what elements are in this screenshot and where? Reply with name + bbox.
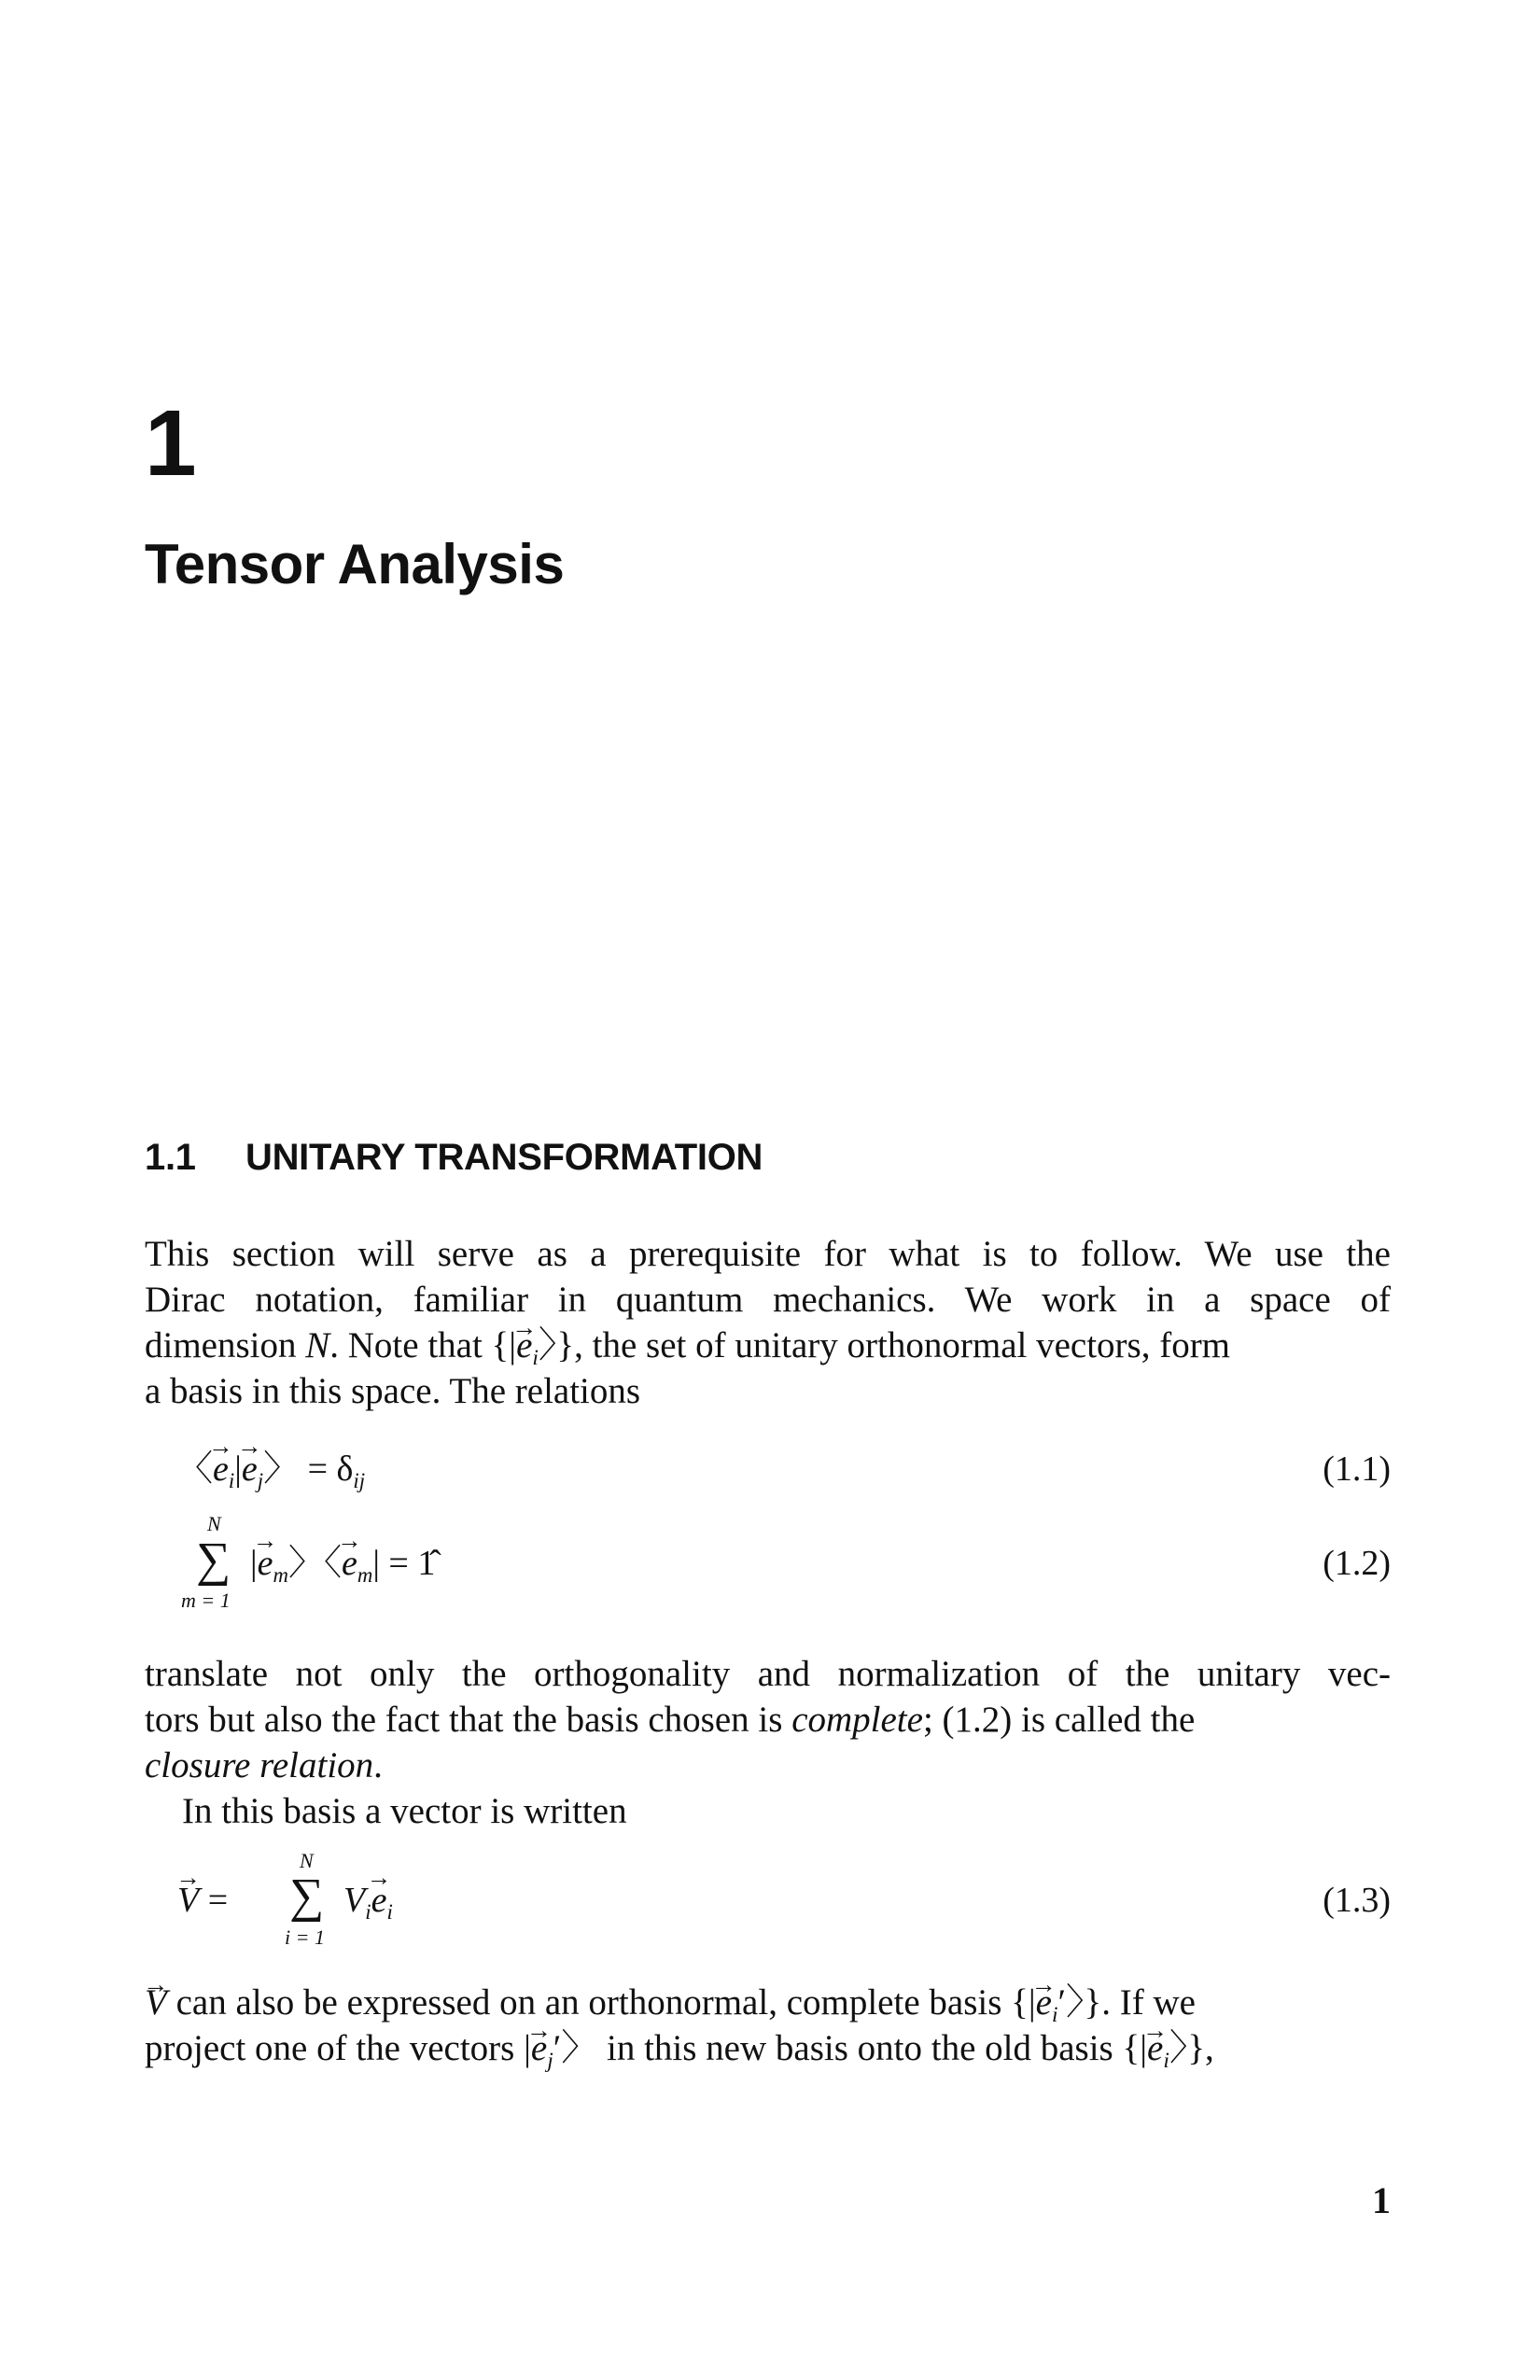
equation-1-3-lhs: → V = — [177, 1883, 228, 1918]
sum-lower-limit-2: i = 1 — [285, 1925, 325, 1949]
intro-line-4: a basis in this space. The relations — [145, 1371, 641, 1411]
chapter-title: Tensor Analysis — [145, 533, 565, 595]
intro-line-1: This section will serve as a prerequisite for what is to follow. We use the — [145, 1234, 1391, 1274]
para2-line-3: closure relation. — [145, 1745, 383, 1785]
equation-1-2: |→ $e_m$〉〈→ $e_m|$ = 1̂ — [250, 1546, 435, 1581]
para4-line-2: project one of the vectors |→ $e_j'$〉 in this new basis onto the old basis {|→ $e_i$〉}, — [145, 2026, 1391, 2071]
para4-line-1: → V can also be expressed on an orthonormal, complete basis {|→ $e_i'$〉}. If we — [145, 1981, 1391, 2025]
summation-sign: ∑ — [196, 1533, 231, 1587]
equation-label-1-2: (1.2) — [1323, 1544, 1391, 1583]
para2-line-2: tors but also the fact that the basis chosen is complete; (1.2) is called the — [145, 1700, 1196, 1740]
para3-line: In this basis a vector is written — [182, 1791, 627, 1831]
intro-line-3: dimension N. Note that {|→ $e_i$〉}, the set of unitary orthonormal vectors, form — [145, 1323, 1391, 1368]
section-number: 1.1 — [145, 1137, 196, 1178]
sum-lower-limit: m = 1 — [181, 1589, 231, 1612]
sum-upper-limit-2: N — [300, 1849, 314, 1872]
page-number: 1 — [1372, 2179, 1391, 2221]
sum-upper-limit: N — [207, 1512, 221, 1535]
dimension-symbol: N — [305, 1325, 330, 1365]
intro-line-2: Dirac notation, familiar in quantum mechanics. We work in a space of — [145, 1280, 1391, 1320]
equation-label-1-3: (1.3) — [1323, 1881, 1391, 1920]
equation-1-3-rhs: $V_i\to e_i$ — [343, 1883, 393, 1918]
section-title: UNITARY TRANSFORMATION — [245, 1137, 763, 1178]
para2-line-1: translate not only the orthogonality and normalization of the unitary vec- — [145, 1654, 1391, 1694]
equation-1-1: 〈→ $e_i|\to e_j$〉 = $\delta_{ij}$ — [177, 1451, 365, 1487]
equation-label-1-1: (1.1) — [1323, 1449, 1391, 1489]
summation-sign-2: ∑ — [289, 1869, 325, 1923]
chapter-number: 1 — [145, 391, 197, 496]
section-heading — [145, 1139, 763, 1176]
